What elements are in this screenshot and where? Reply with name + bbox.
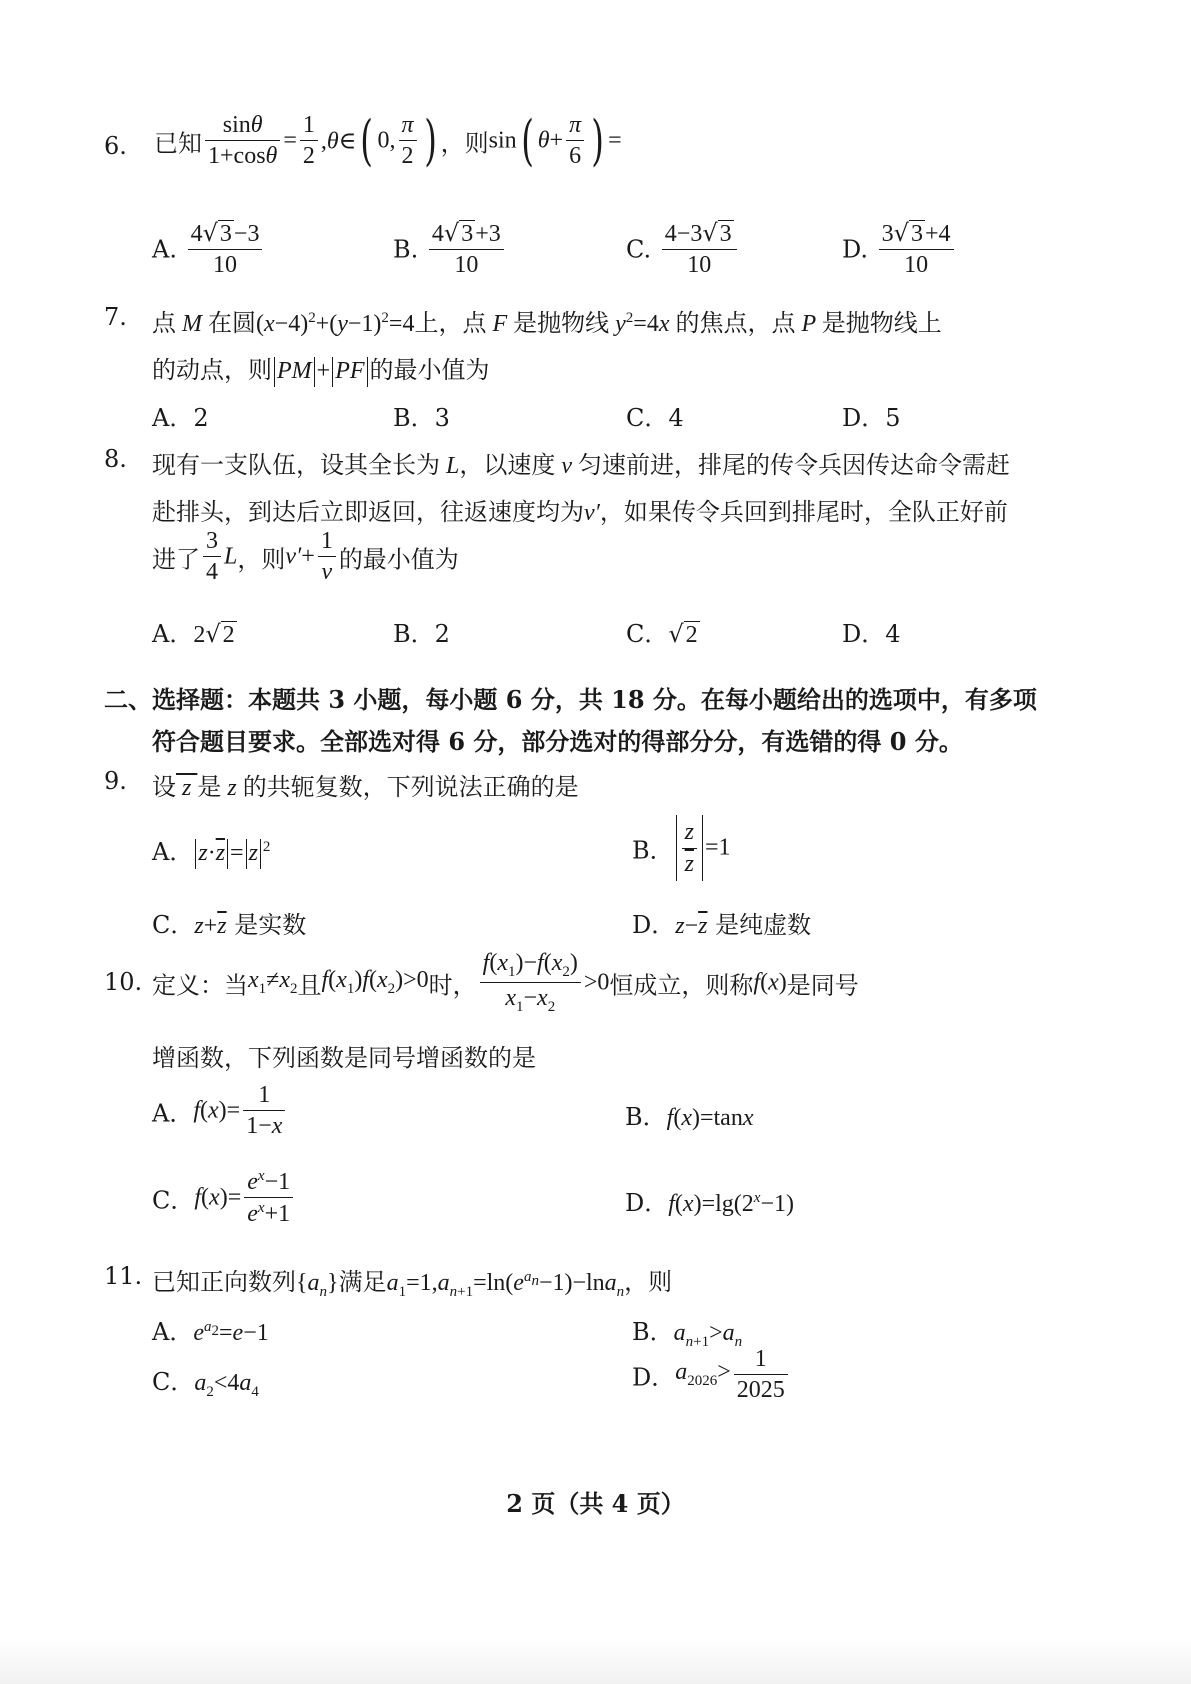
option-b: B．$a_{n+1}>a_n$ <box>632 1318 743 1350</box>
question-number: 11. <box>104 1262 143 1290</box>
option-c: C．√2 <box>626 620 698 648</box>
question-8-line-2: 赴排头，到达后立即返回，往返速度均为v′，如果传令兵回到排尾时，全队正好前 <box>152 498 1008 526</box>
option-b: B．f(x)=tanx <box>625 1103 754 1131</box>
option-a: A．$e^{a_2}=e-1$ <box>152 1318 269 1346</box>
page-footer: 2 页（共 4 页） <box>506 1489 685 1518</box>
option-b: B. $\frac{4√3+3}{10}$ <box>393 220 507 279</box>
option-c: C．4 <box>626 404 684 432</box>
question-8-line-3: 进了 $\frac{3}{4}$ L，则v′+ $\frac{1}{v}$ 的最小值为 <box>152 528 459 586</box>
option-b: B． $\frac{z}{z}$ =1 <box>632 815 731 881</box>
option-a: A． $z\cdot\overline{z} = z$ $^2$ <box>152 832 270 869</box>
question-number: 7. <box>104 303 127 331</box>
option-d: D．4 <box>842 620 901 648</box>
option-a: A．f(x)= $\frac{1}{1-x}$ <box>152 1082 288 1140</box>
question-number: 8. <box>104 445 127 473</box>
option-d: D. $\frac{3√3+4}{10}$ <box>842 220 957 279</box>
option-d: D．$z-\overline{z}$ 是纯虚数 <box>632 911 812 939</box>
question-number: 9. <box>104 767 127 795</box>
scan-shadow <box>0 1638 1191 1684</box>
question-text: 已知 <box>154 129 202 158</box>
option-a: A．2 <box>152 404 209 432</box>
formula: $\frac{\sin\theta}{1+\cos\theta}$ <box>205 112 280 170</box>
question-number: 6. <box>104 132 127 160</box>
option-a: A. $\frac{4√3-3}{10}$ <box>152 220 265 279</box>
option-d: D．$f(x)=\lg(2^x-1)$ <box>625 1189 794 1217</box>
question-7-line-2: 的动点，则 PM + PF 的最小值为 <box>152 350 490 387</box>
section-heading-line-2: 符合题目要求。全部选对得 6 分，部分选对的得部分分，有选错的得 0 分。 <box>152 727 963 756</box>
option-d: D．5 <box>842 404 901 432</box>
section-heading: 二、选择题：本题共 3 小题，每小题 6 分，共 18 分。在每小题给出的选项中，有多项 <box>104 685 1037 714</box>
question-text: ，则 <box>440 129 489 158</box>
question-number: 10. <box>104 968 143 996</box>
question-10-line-2: 增函数，下列函数是同号增函数的是 <box>152 1044 536 1072</box>
option-c: C．$a_2<4a_4$ <box>152 1368 259 1400</box>
option-d: D．$a_{2026}>$ $\frac{1}{2025}$ <box>632 1346 791 1404</box>
option-c: C. $\frac{4-3√3}{10}$ <box>626 220 740 279</box>
option-c: C．$z+\overline{z}$ 是实数 <box>152 911 307 939</box>
option-b: B．3 <box>393 404 450 432</box>
option-a: A．2√2 <box>152 620 235 648</box>
option-b: B．2 <box>393 620 450 648</box>
option-c: C．f(x)= $\frac{e^x-1}{e^x+1}$ <box>152 1168 296 1228</box>
